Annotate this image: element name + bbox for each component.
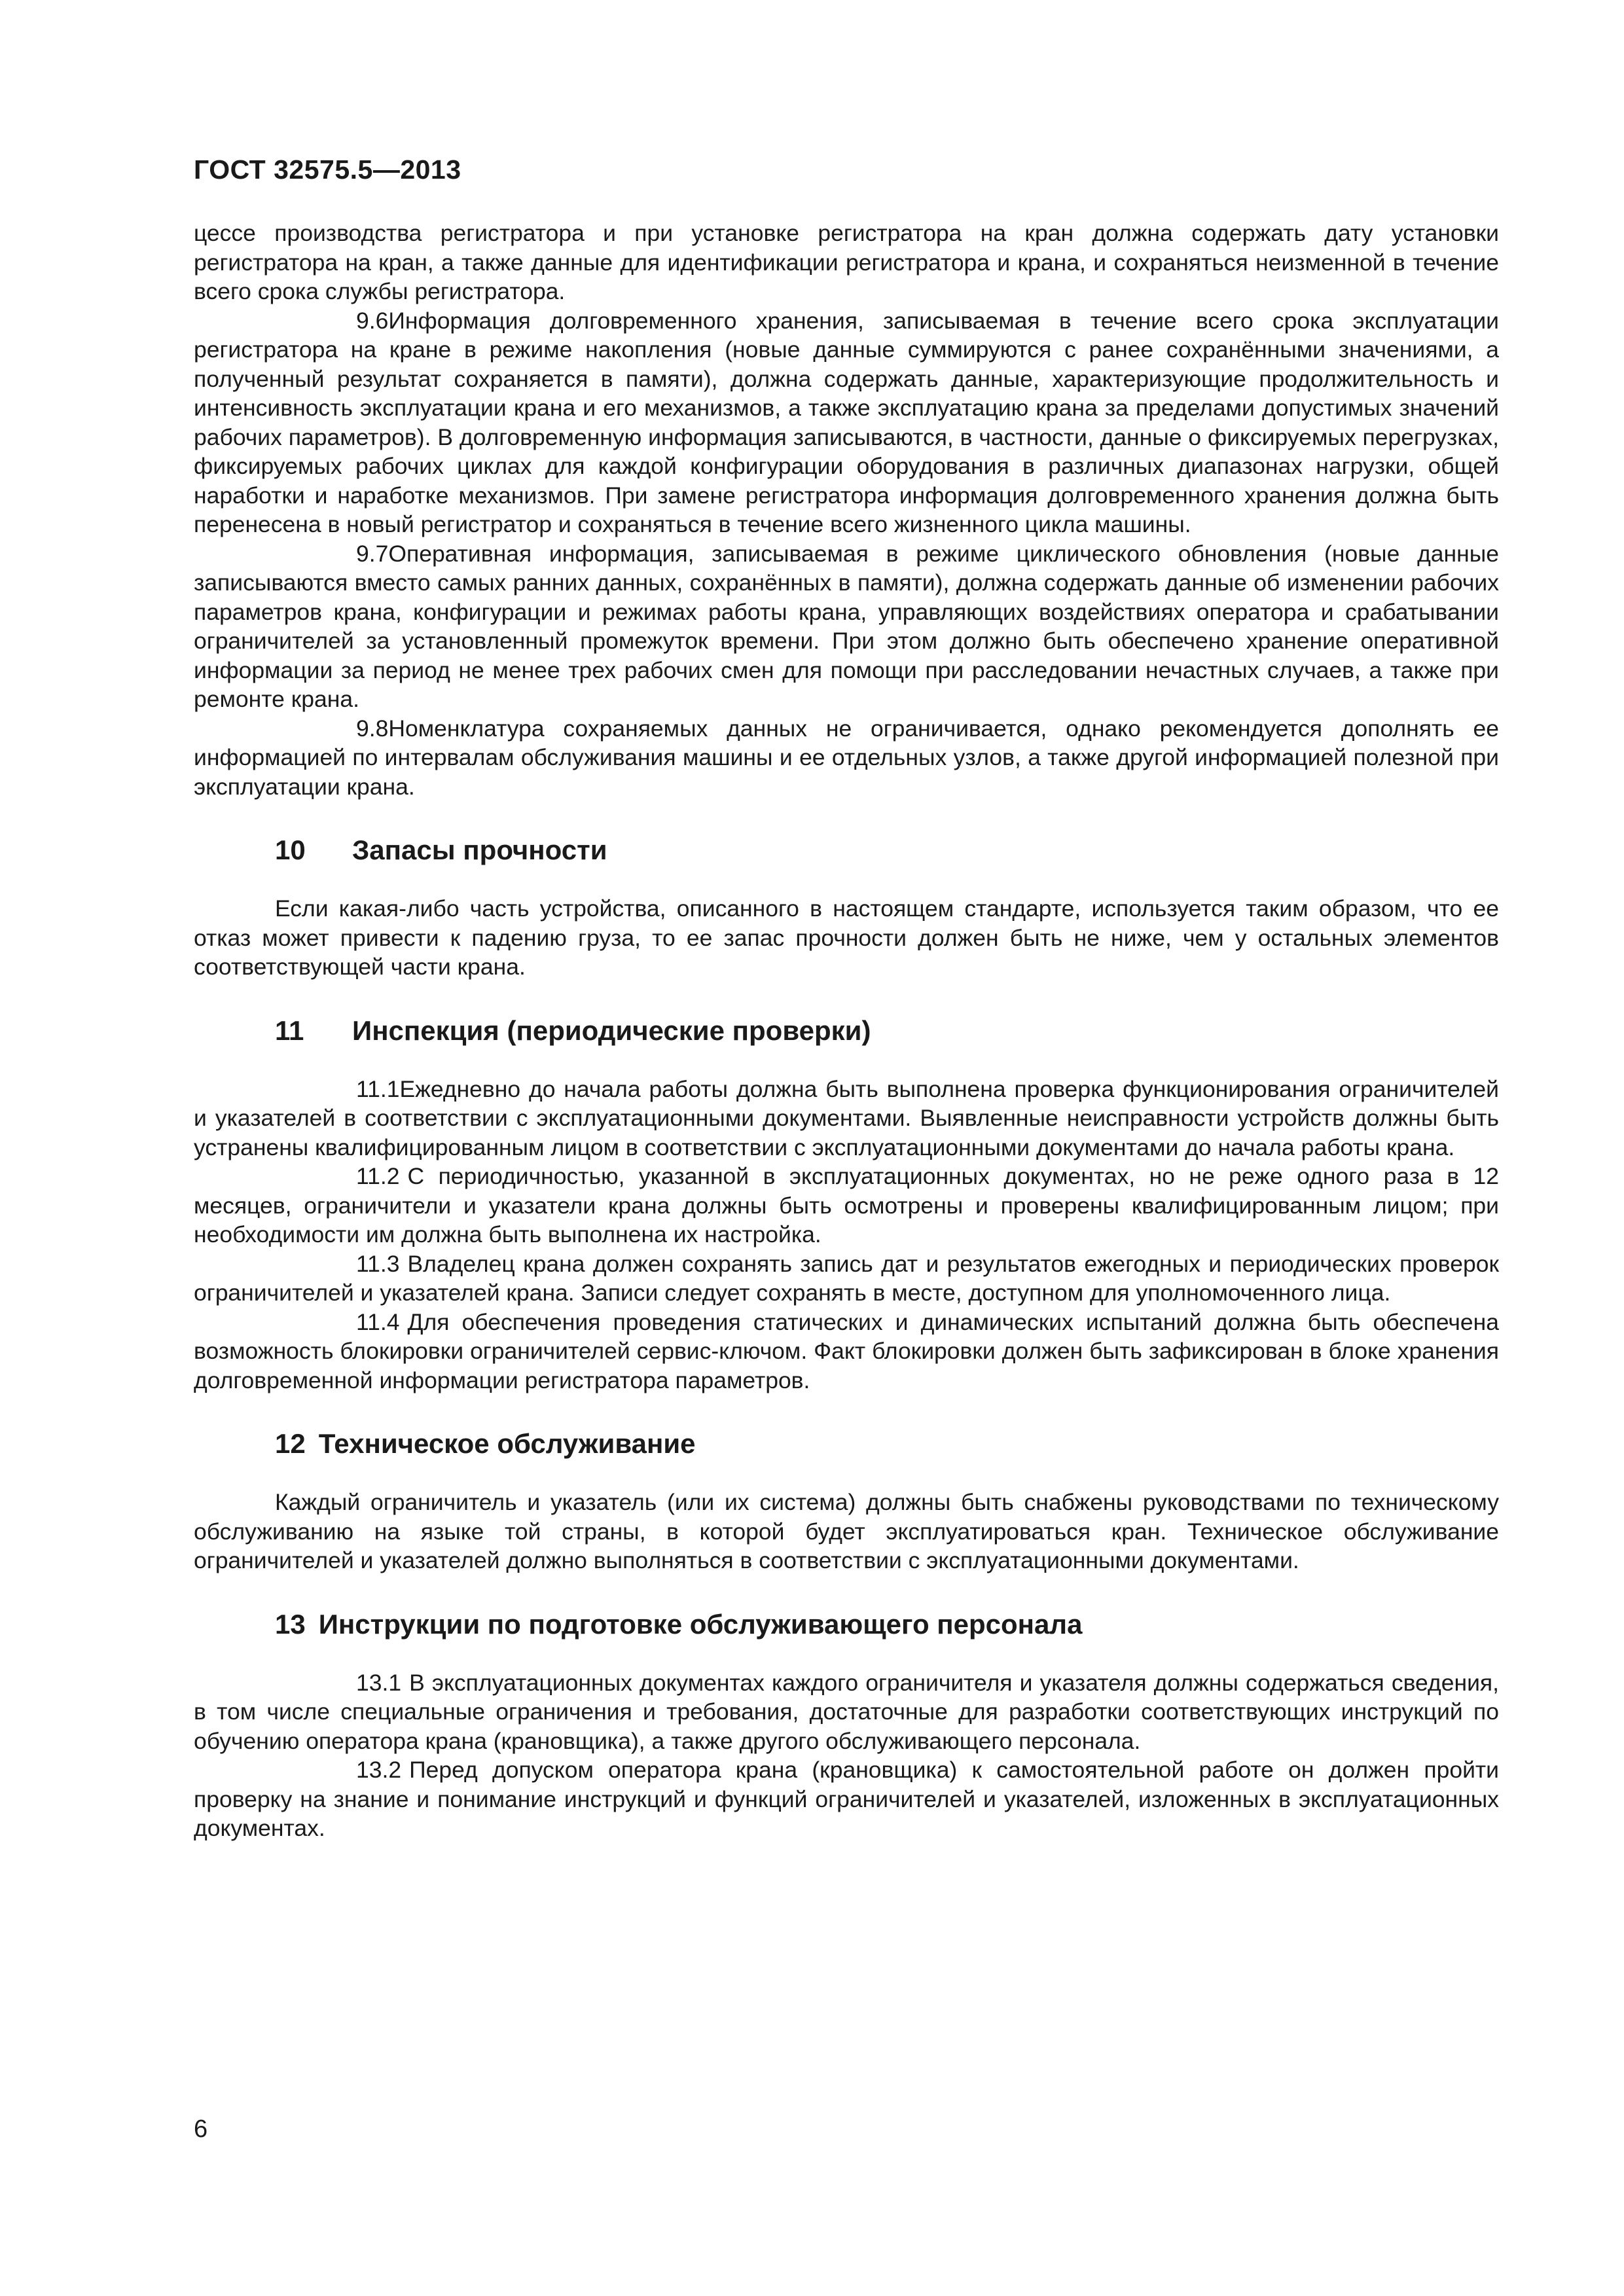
section-title: Инспекция (периодические проверки) [352, 1014, 871, 1046]
clause-number: 11.2 [356, 1163, 400, 1189]
document-body [194, 219, 1499, 1843]
section-number: 11 [275, 1014, 304, 1046]
clause-9-8 [194, 714, 1499, 802]
document-header: ГОСТ 32575.5—2013 [194, 154, 461, 185]
clause-number: 11.1 [356, 1075, 400, 1102]
clause-text: Для обеспечения проведения статических и динамических испытаний должна быть обеспечена возможность блокировки ограничителей сервис-ключом. Факт блокировки должен быть зафиксирован в блоке хранения долговременной информации регистратора параметров. [194, 1308, 1499, 1393]
section-number: 10 [275, 834, 306, 865]
clause-11-4 [194, 1308, 1499, 1395]
section-number: 13 [275, 1608, 306, 1640]
clause-text: Номенклатура сохраняемых данных не ограничивается, однако рекомендуется дополнять ее информацией по интервалам обслуживания машины и ее отдельных узлов, а также другой информацией полезной при эксплуатации крана. [194, 715, 1499, 800]
clause-9-7 [194, 539, 1499, 714]
section-title: Техническое обслуживание [318, 1428, 696, 1459]
section-number: 12 [275, 1428, 306, 1459]
paragraph-continuation: цессе производства регистратора и при установке регистратора на кран должна содержать дату установки регистратора на кран, а также данные для идентификации регистратора и крана, и сохраняться неизменной в течение всего срока службы регистратора. [194, 220, 1499, 304]
section-10-text: Если какая-либо часть устройства, описанного в настоящем стандарте, используется таким образом, что ее отказ может привести к падению груза, то ее запас прочности должен быть не ниже, чем у остальных элементов соответствующей части крана. [194, 895, 1499, 980]
clause-number: 13.1 [356, 1669, 402, 1696]
clause-text: Информация долговременного хранения, записываемая в течение всего срока эксплуатации регистратора на кране в режиме накопления (новые данные суммируются с ранее сохранёнными значениями, а полученный результат сохраняется в памяти), должна содержать данные, характеризующие продолжительность и интенсивность эксплуатации крана и его механизмов, а также эксплуатацию крана за пределами допустимых значений рабочих параметров). В долговременную информация записываются, в частности, данные о фиксируемых перегрузках, фиксируемых рабочих циклах для каждой конфигурации оборудования в различных диапазонах нагрузки, общей наработки и наработке механизмов. При замене регистратора информация долговременного хранения должна быть перенесена в новый регистратор и сохраняться в течение всего жизненного цикла машины. [194, 307, 1499, 537]
page-number: 6 [194, 2115, 208, 2143]
clause-9-6 [194, 306, 1499, 539]
clause-number: 11.4 [356, 1308, 400, 1335]
clause-11-1 [194, 1075, 1499, 1162]
section-heading-13 [275, 1608, 1499, 1641]
clause-number: 13.2 [356, 1757, 402, 1783]
clause-text: Владелец крана должен сохранять запись дат и результатов ежегодных и периодических проверок ограничителей и указателей крана. Записи следует сохранять в месте, доступном для уполномоченного лица. [194, 1250, 1499, 1306]
clause-number: 9.6 [356, 307, 389, 334]
section-heading-12 [275, 1427, 1499, 1460]
clause-text: Перед допуском оператора крана (крановщика) к самостоятельной работе он должен пройти проверку на знание и понимание инструкций и функций ограничителей и указателей, изложенных в эксплуатационных документах. [194, 1757, 1499, 1841]
clause-number: 9.8 [356, 715, 389, 742]
clause-13-1 [194, 1668, 1499, 1756]
section-title: Инструкции по подготовке обслуживающего персонала [318, 1608, 1083, 1640]
clause-number: 9.7 [356, 540, 389, 567]
section-heading-10 [275, 834, 1499, 867]
section-12-text: Каждый ограничитель и указатель (или их система) должны быть снабжены руководствами по техническому обслуживанию на языке той страны, в которой будет эксплуатироваться кран. Техническое обслуживание ограничителей и указателей должно выполняться в соответствии с эксплуатационными документами. [194, 1489, 1499, 1573]
section-title: Запасы прочности [352, 834, 607, 865]
clause-text: В эксплуатационных документах каждого ограничителя и указателя должны содержаться сведения, в том числе специальные ограничения и требования, достаточные для разработки соответствующих инструкций по обучению оператора крана (крановщика), а также другого обслуживающего персонала. [194, 1669, 1499, 1754]
section-heading-11 [275, 1014, 1499, 1047]
clause-11-3 [194, 1249, 1499, 1308]
clause-number: 11.3 [356, 1250, 400, 1277]
clause-text: С периодичностью, указанной в эксплуатационных документах, но не реже одного раза в 12 месяцев, ограничители и указатели крана должны быть осмотрены и проверены квалифицированным лицом; при необходимости им должна быть выполнена их настройка. [194, 1163, 1499, 1247]
clause-13-2 [194, 1755, 1499, 1843]
clause-text: Оперативная информация, записываемая в режиме циклического обновления (новые данные записываются вместо самых ранних данных, сохранённых в памяти), должна содержать данные об изменении рабочих параметров крана, конфигурации и режимах работы крана, управляющих воздействиях оператора и срабатывании ограничителей за установленный промежуток времени. При этом должно быть обеспечено хранение оперативной информации за период не менее трех рабочих смен для помощи при расследовании нечастных случаев, а также при ремонте крана. [194, 540, 1499, 712]
clause-11-2 [194, 1162, 1499, 1249]
clause-text: Ежедневно до начала работы должна быть выполнена проверка функционирования ограничителей и указателей в соответствии с эксплуатационными документами. Выявленные неисправности устройств должны быть устранены квалифицированным лицом в соответствии с эксплуатационными документами до начала работы крана. [194, 1075, 1499, 1160]
